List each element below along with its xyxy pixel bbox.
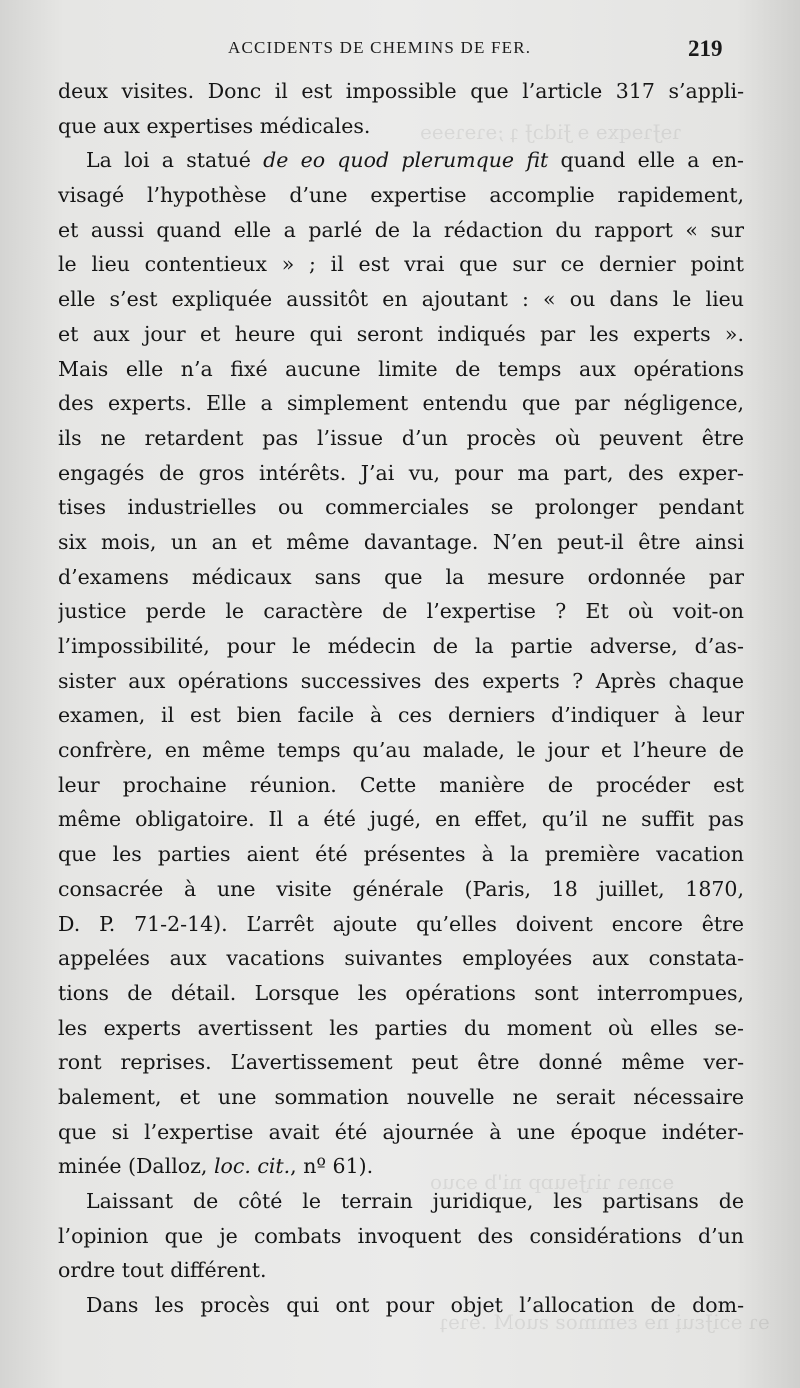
- text-line: leur prochaine réunion. Cette manière de procéder est: [58, 772, 744, 797]
- body-text: [58, 74, 744, 1323]
- text-line: La loi a statué de eo quod plerumque fit quand elle a en-: [86, 148, 744, 173]
- text-line: confrère, en même temps qu’au malade, le jour et l’heure de: [58, 738, 744, 763]
- text-line: ront reprises. L’avertissement peut être donné même ver-: [58, 1050, 744, 1075]
- text-line: que les parties aient été présentes à la première vacation: [58, 842, 744, 867]
- text-line: elle s’est expliquée aussitôt en ajoutant : « ou dans le lieu: [58, 287, 744, 312]
- text-line: ordre tout différent.: [58, 1258, 267, 1283]
- text-line: ils ne retardent pas l’issue d’un procès où peuvent être: [58, 425, 744, 450]
- text-line: même obligatoire. Il a été jugé, en effet, qu’il ne suffit pas: [58, 807, 744, 832]
- text-line: D. P. 71-2-14). L’arrêt ajoute qu’elles doivent encore être: [58, 911, 744, 936]
- text-line: et aussi quand elle a parlé de la rédaction du rapport « sur: [58, 217, 744, 242]
- text-line: d’examens médicaux sans que la mesure ordonnée par: [58, 564, 744, 589]
- text-line: engagés de gros intérêts. J’ai vu, pour ma part, des exper-: [58, 460, 744, 485]
- text-line: l’opinion que je combats invoquent des considérations d’un: [58, 1223, 744, 1248]
- page-number: 219: [688, 36, 723, 61]
- text-line: les experts avertissent les parties du moment où elles se-: [58, 1015, 744, 1040]
- text-line: consacrée à une visite générale (Paris, 18 juillet, 1870,: [58, 876, 744, 901]
- text-line: et aux jour et heure qui seront indiqués par les experts ».: [58, 321, 744, 346]
- text-line: tions de détail. Lorsque les opérations sont interrompues,: [58, 980, 744, 1005]
- text-line: six mois, un an et même davantage. N’en peut-il être ainsi: [58, 529, 744, 554]
- text-line: le lieu contentieux » ; il est vrai que sur ce dernier point: [58, 252, 744, 277]
- running-head: [0, 36, 800, 66]
- text-line: deux visites. Donc il est impossible que l’article 317 s’appli-: [58, 79, 744, 103]
- text-line: minée (Dalloz, loc. cit., nº 61).: [58, 1154, 374, 1179]
- text-line: appelées aux vacations suivantes employées aux constata-: [58, 946, 744, 971]
- text-line: visagé l’hypothèse d’une expertise accomplie rapidement,: [58, 183, 744, 208]
- text-line: des experts. Elle a simplement entendu que par négligence,: [58, 391, 744, 416]
- show-through-decoration: ɘɿ ɘɔiɈɛuį nɘ ɛɘmmoƨ ƨuoM .ɘɿɘʇ: [440, 1310, 770, 1334]
- text-line: balement, et une sommation nouvelle ne serait nécessaire: [58, 1084, 744, 1109]
- show-through-decoration: ɿɘɈɿɘqxɘ ɘ ɈidɔɈ ʇ ;ɘɿɘɿɘɘɘ: [420, 120, 682, 144]
- text-line: Dans les procès qui ont pour objet l’allocation de dom-: [86, 1293, 744, 1318]
- text-line: que aux expertises médicales.: [58, 113, 371, 138]
- text-line: l’impossibilité, pour le médecin de la partie adverse, d’as-: [58, 634, 744, 658]
- text-line: Mais elle n’a fixé aucune limite de temps aux opérations: [58, 356, 744, 381]
- text-line: examen, il est bien facile à ces derniers d’indiquer à leur: [58, 703, 744, 728]
- text-line: sister aux opérations successives des experts ? Après chaque: [58, 668, 744, 693]
- show-through-decoration: ɘɔnɘɿ ɿiɿɈɘuɒp ni'b ɘɔuo: [430, 1170, 675, 1194]
- text-line: tises industrielles ou commerciales se prolonger pendant: [58, 495, 744, 520]
- text-line: justice perde le caractère de l’expertise ? Et où voit-on: [58, 599, 744, 624]
- text-line: Laissant de côté le terrain juridique, les partisans de: [86, 1189, 744, 1213]
- running-title: ACCIDENTS DE CHEMINS DE FER.: [228, 38, 532, 57]
- text-line: que si l’expertise avait été ajournée à une époque indéter-: [58, 1119, 744, 1144]
